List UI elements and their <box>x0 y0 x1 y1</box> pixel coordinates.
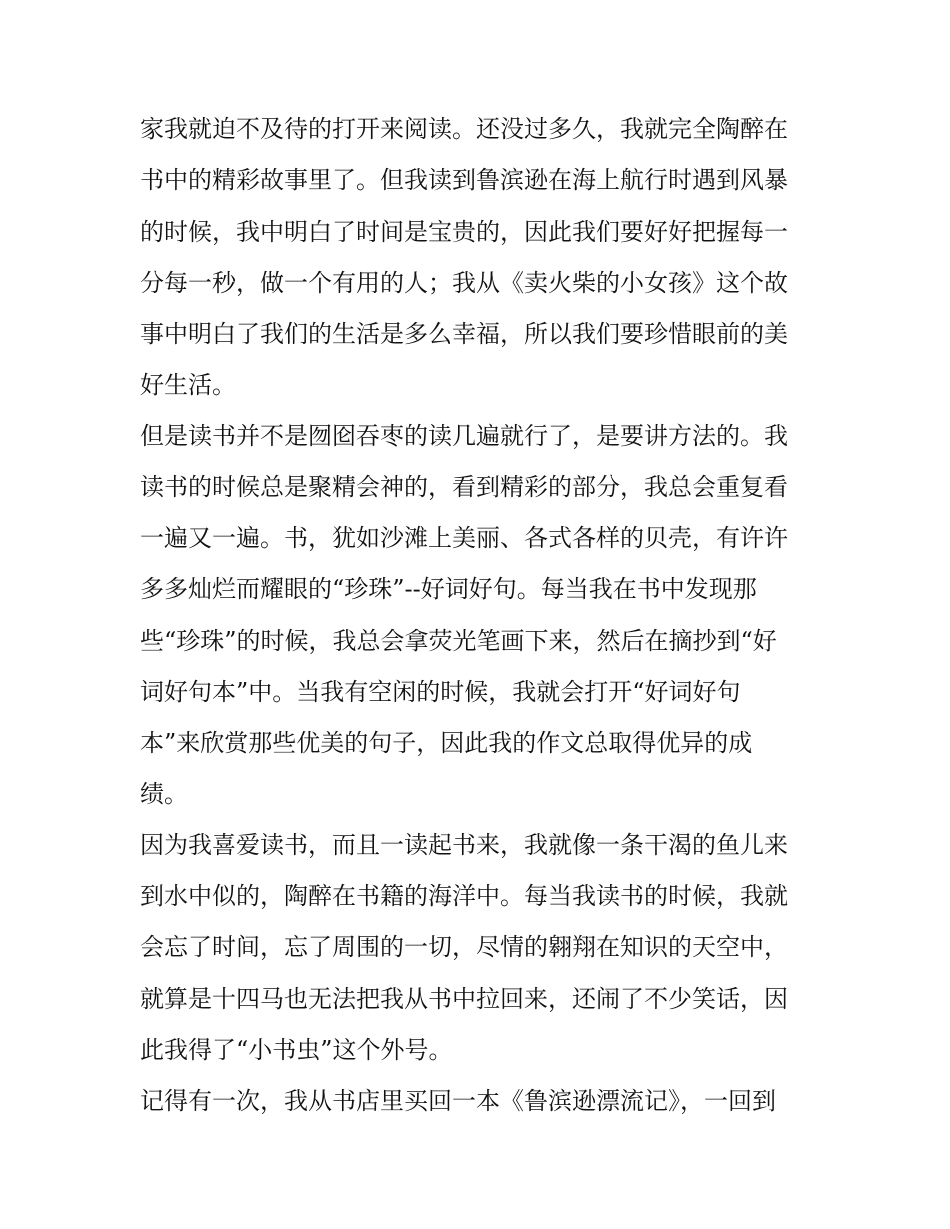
text-line: 些“珍珠”的时候，我总会拿荧光笔画下来，然后在摘抄到“好 <box>140 627 777 655</box>
text-line: 绩。 <box>140 780 188 808</box>
text-line: 词好句本”中。当我有空闲的时候，我就会打开“好词好句 <box>140 678 741 706</box>
text-line: 事中明白了我们的生活是多么幸福，所以我们要珍惜眼前的美 <box>140 320 788 348</box>
text-line: 因为我喜爱读书，而且一读起书来，我就像一条干渴的鱼儿来 <box>140 831 788 859</box>
text-line: 会忘了时间，忘了周围的一切，尽情的翱翔在知识的天空中， <box>140 933 788 961</box>
text-line: 此我得了“小书虫”这个外号。 <box>140 1036 453 1064</box>
text-line: 记得有一次，我从书店里买回一本《鲁滨逊漂流记》，一回到 <box>140 1087 776 1115</box>
text-line: 读书的时候总是聚精会神的，看到精彩的部分，我总会重复看 <box>140 473 788 501</box>
text-line: 书中的精彩故事里了。但我读到鲁滨逊在海上航行时遇到风暴 <box>140 166 788 194</box>
text-line: 但是读书并不是囫囵吞枣的读几遍就行了，是要讲方法的。我 <box>140 422 788 450</box>
text-line: 多多灿烂而耀眼的“珍珠”--好词好句。每当我在书中发现那 <box>140 575 757 603</box>
text-line: 本”来欣赏那些优美的句子，因此我的作文总取得优异的成 <box>140 729 753 757</box>
text-line: 到水中似的，陶醉在书籍的海洋中。每当我读书的时候，我就 <box>140 882 788 910</box>
text-line: 家我就迫不及待的打开来阅读。还没过多久，我就完全陶醉在 <box>140 115 788 143</box>
text-line: 就算是十四马也无法把我从书中拉回来，还闹了不少笑话，因 <box>140 985 788 1013</box>
text-line: 好生活。 <box>140 371 236 399</box>
text-line: 一遍又一遍。书，犹如沙滩上美丽、各式各样的贝壳，有许许 <box>140 524 788 552</box>
text-line: 的时候，我中明白了时间是宝贵的，因此我们要好好把握每一 <box>140 218 788 246</box>
text-line: 分每一秒，做一个有用的人；我从《卖火柴的小女孩》这个故 <box>140 269 788 297</box>
